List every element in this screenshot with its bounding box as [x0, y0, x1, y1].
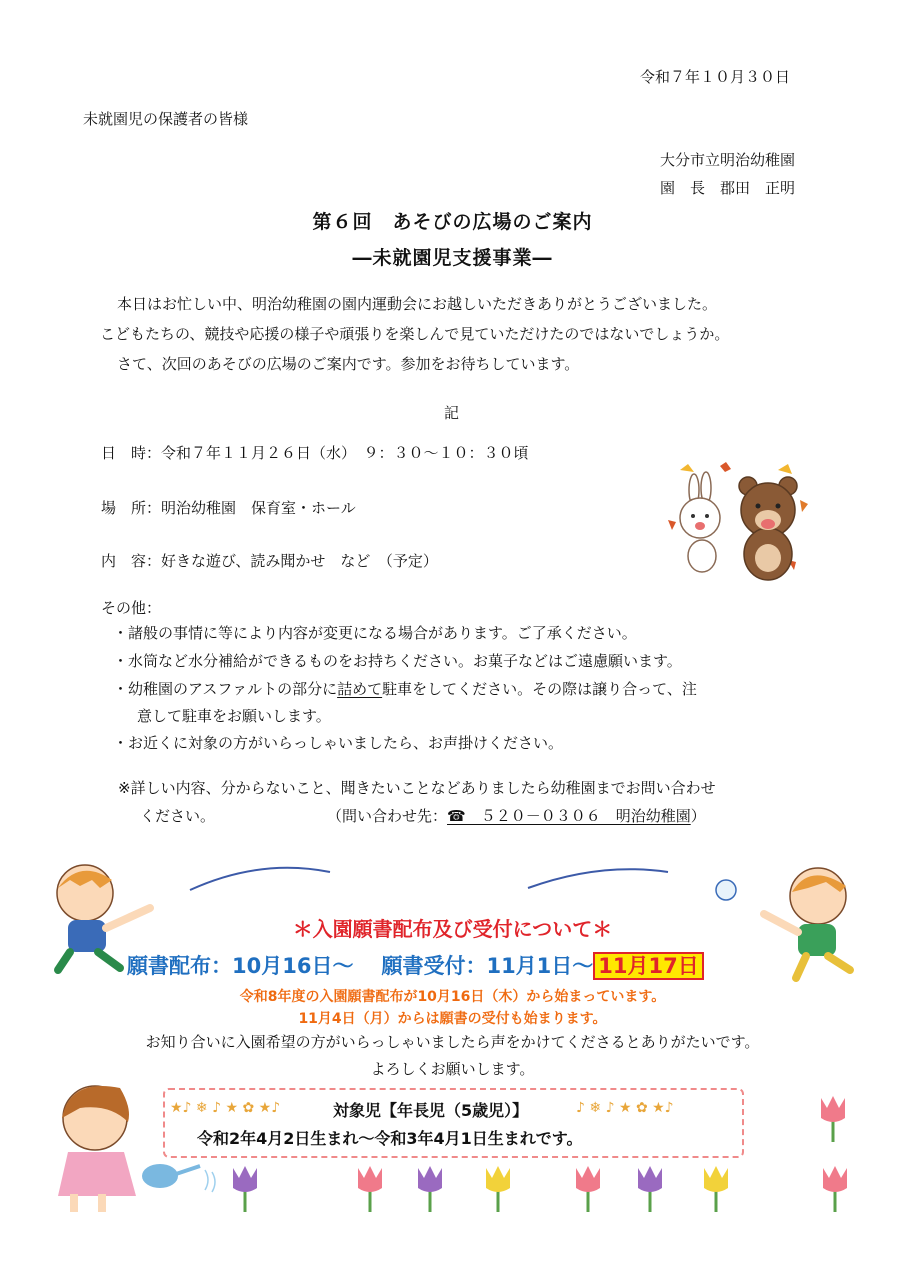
ki-marker: 記 [444, 404, 460, 422]
others-item-3-part-a: ・幼稚園のアスファルトの部分に [113, 680, 338, 698]
others-item-2: ・水筒など水分補給ができるものをお持ちください。お菓子などはご遠慮願います。 [113, 652, 682, 670]
svg-text:★♪ ❄ ♪ ★ ✿ ★♪: ★♪ ❄ ♪ ★ ✿ ★♪ [170, 1100, 281, 1116]
contact-paren-close: ） [690, 807, 706, 825]
detail-place: 場 所：明治幼稚園 保育室・ホール [101, 499, 356, 517]
intro-line-3: さて、次回のあそびの広場のご案内です。参加をお待ちしています。 [117, 355, 580, 373]
acceptance-deadline: 11月17日 [593, 952, 703, 980]
document-date: 令和７年１０月３０日 [640, 68, 791, 86]
intro-line-1: 本日はお忙しい中、明治幼稚園の園内運動会にお越しいただきありがとうございました。 [117, 295, 718, 313]
distribution-period: 願書配布：10月16日～ [127, 954, 354, 978]
sender-name: 園 長 郡田 正明 [660, 179, 796, 197]
acceptance-period: 願書受付：11月1日～ [381, 954, 594, 978]
tulip [233, 1166, 257, 1212]
enrollment-dates [127, 950, 704, 980]
others-item-4: ・お近くに対象の方がいらっしゃいましたら、お声掛けください。 [113, 734, 564, 752]
enrollment-note-1: 令和8年度の入園願書配布が10月16日（木）から始まっています。 [239, 989, 666, 1005]
referral-request: お知り合いに入園希望の方がいらっしゃいましたら声をかけてくださるとありがたいです。 [145, 1033, 760, 1051]
others-item-3-part-b: 駐車をしてください。その際は譲り合って、注 [382, 680, 697, 698]
page-title: 第６回 あそびの広場のご案内 [312, 211, 593, 233]
others-item-3-cont: 意して駐車をお願いします。 [137, 707, 331, 725]
tulips-decoration [0, 1090, 905, 1220]
contact-phone: ☎ ５２０－０３０６ 明治幼稚園 [447, 807, 691, 825]
contact-paren-open: （問い合わせ先： [327, 807, 448, 825]
intro-line-2: こどもたちの、競技や応援の様子や頑張りを楽しんで見ていただけたのではないでしょうか。 [100, 325, 730, 343]
contact-note-cont: ください。 [140, 807, 216, 825]
recipient: 未就園児の保護者の皆様 [83, 110, 249, 128]
enrollment-note-2: 11月4日（月）からは願書の受付も始まります。 [298, 1011, 607, 1027]
sender-org: 大分市立明治幼稚園 [660, 151, 796, 169]
detail-datetime: 日 時：令和７年１１月２６日（水） ９：３０～１０：３０頃 [101, 444, 529, 462]
detail-content: 内 容：好きな遊び、読み聞かせ など （予定） [101, 552, 438, 570]
target-label: 対象児【年長児（5歳児）】 [333, 1101, 529, 1120]
enrollment-heading: ＊入園願書配布及び受付について＊ [292, 917, 613, 941]
contact-note: ※詳しい内容、分からないこと、聞きたいことなどありましたら幼稚園までお問い合わせ [118, 779, 716, 797]
others-item-3-underlined: 詰めて [337, 680, 383, 698]
svg-text:♪ ❄ ♪ ★ ✿ ★♪: ♪ ❄ ♪ ★ ✿ ★♪ [576, 1100, 674, 1116]
page-subtitle: ―未就園児支援事業― [352, 247, 553, 269]
referral-thanks: よろしくお願いします。 [370, 1060, 535, 1078]
others-item-1: ・諸般の事情に等により内容が変更になる場合があります。ご了承ください。 [113, 624, 637, 642]
target-birthdates: 令和2年4月2日生まれ～令和3年4月1日生まれです。 [197, 1129, 583, 1148]
others-heading: その他： [101, 599, 162, 617]
